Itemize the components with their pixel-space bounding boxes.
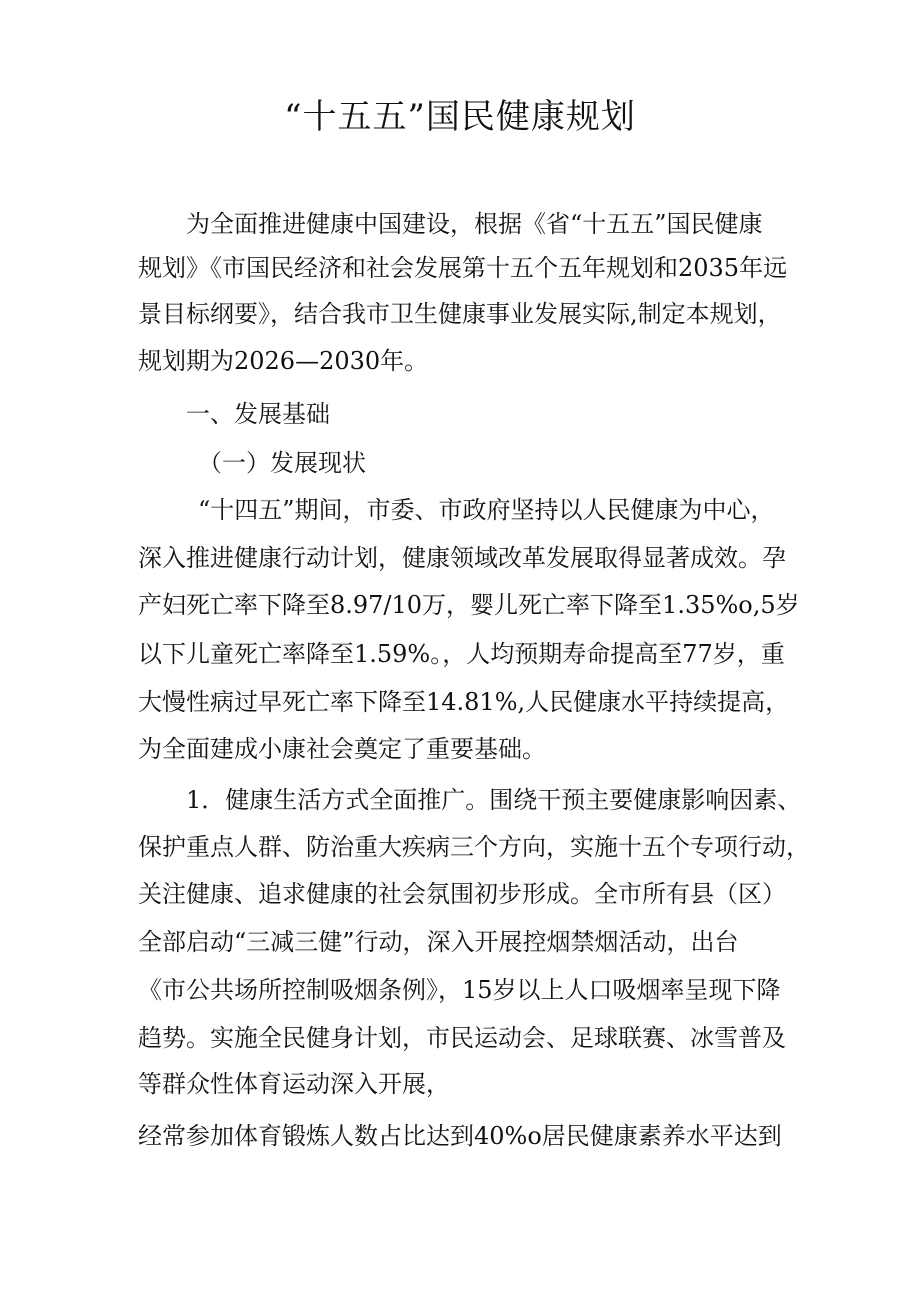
paragraph-intro-line-1: 为全面推进健康中国建设，根据《省“十五五”国民健康 [186,210,763,238]
paragraph-status-line-3: 产妇死亡率下降至8.97/10万，婴儿死亡率下降至1.35%o,5岁 [138,591,800,619]
document-title: “十五五”国民健康规划 [284,97,636,137]
paragraph-intro-line-4: 规划期为2026—2030年。 [138,347,429,375]
paragraph-lifestyle-line-4: 全部启动“三减三健”行动，深入开展控烟禁烟活动，出台 [138,928,739,956]
paragraph-lifestyle-line-5: 《市公共场所控制吸烟条例》，15岁以上人口吸烟率呈现下降 [138,976,781,1004]
section-heading-1: 一、发展基础 [186,400,330,428]
paragraph-lifestyle-line-3: 关注健康、追求健康的社会氛围初步形成。全市所有县（区） [138,880,786,908]
paragraph-intro-line-2: 规划》《市国民经济和社会发展第十五个五年规划和2035年远 [138,254,788,282]
paragraph-status-line-5: 大慢性病过早死亡率下降至14.81%,人民健康水平持续提高， [138,688,790,716]
paragraph-lifestyle-line-1: 1．健康生活方式全面推广。围绕干预主要健康影响因素、 [186,786,802,814]
paragraph-lifestyle-line-6: 趋势。实施全民健身计划，市民运动会、足球联赛、冰雪普及 [138,1024,786,1052]
paragraph-status-line-6: 为全面建成小康社会奠定了重要基础。 [138,735,546,763]
paragraph-intro-line-3: 景目标纲要》，结合我市卫生健康事业发展实际,制定本规划， [138,300,782,328]
paragraph-lifestyle-line-2: 保护重点人群、防治重大疾病三个方向，实施十五个专项行动， [138,833,810,861]
paragraph-lifestyle-line-8: 经常参加体育锻炼人数占比达到40%o居民健康素养水平达到 [138,1122,782,1150]
paragraph-status-line-2: 深入推进健康行动计划，健康领域改革发展取得显著成效。孕 [138,544,786,572]
paragraph-lifestyle-line-7: 等群众性体育运动深入开展， [138,1070,450,1098]
paragraph-status-line-4: 以下儿童死亡率降至1.59%。，人均预期寿命提高至77岁，重 [138,640,785,668]
paragraph-status-line-1: “十四五”期间，市委、市政府坚持以人民健康为中心， [198,496,775,524]
subsection-heading-1: （一）发展现状 [198,449,366,477]
